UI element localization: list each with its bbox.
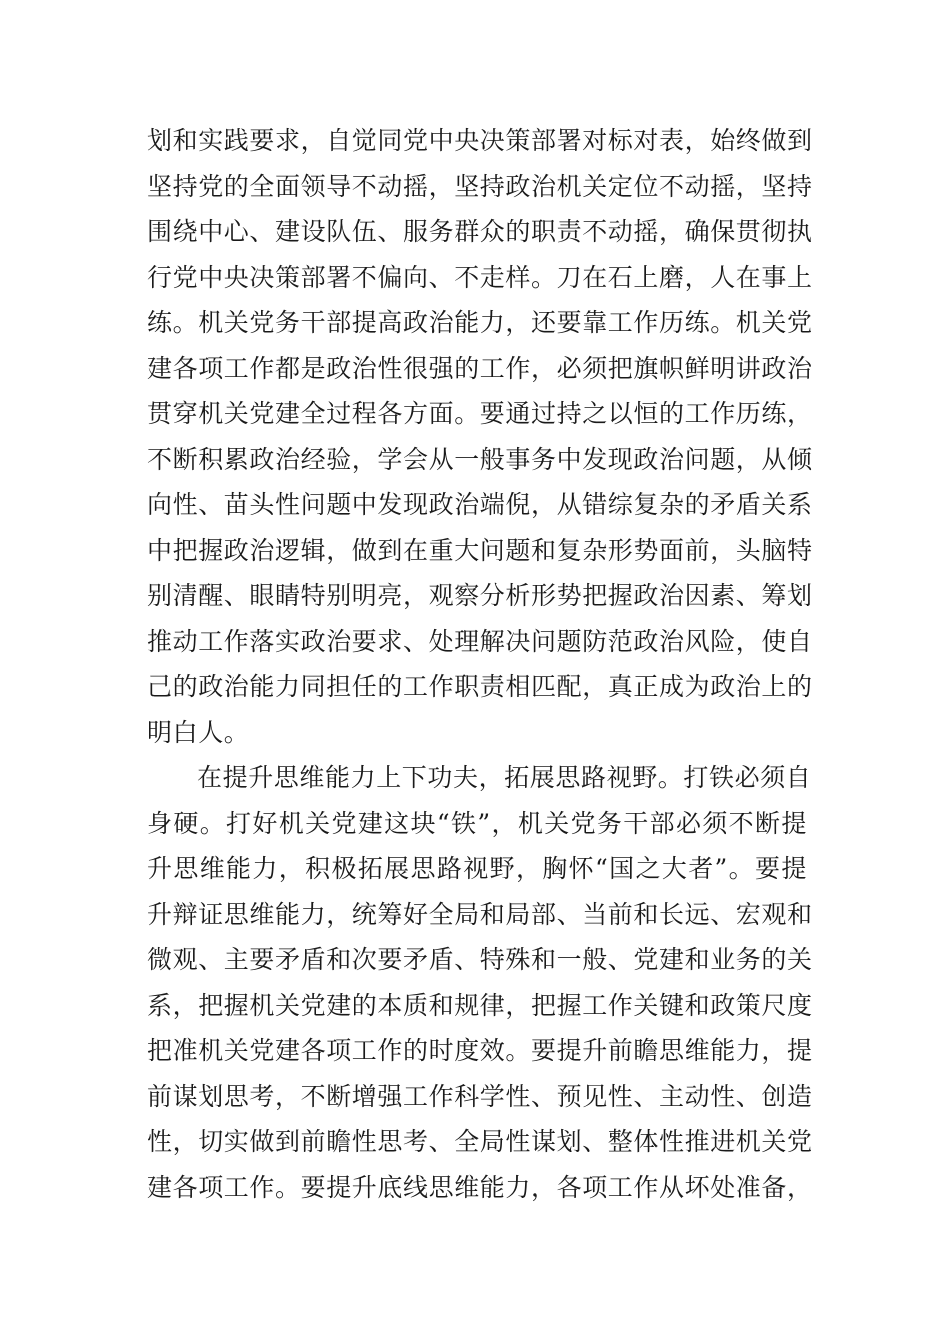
text-line: 行党中央决策部署不偏向、不走样。刀在石上磨，人在事上 [147,262,813,292]
text-line: 练。机关党务干部提高政治能力，还要靠工作历练。机关党 [147,308,813,337]
text-line: 在提升思维能力上下功夫，拓展思路视野。打铁必须自 [197,763,812,792]
text-line: 己的政治能力同担任的工作职责相匹配，真正成为政治上的 [147,672,813,701]
text-line: 划和实践要求，自觉同党中央决策部署对标对表，始终做到 [147,126,813,155]
text-line: 系，把握机关党建的本质和规律，把握工作关键和政策尺度 [147,990,813,1020]
text-line: 升思维能力，积极拓展思路视野，胸怀“国之大者”。要提 [147,854,807,883]
text-line: 贯穿机关党建全过程各方面。要通过持之以恒的工作历练， [147,399,813,428]
text-line: 身硬。打好机关党建这块“铁”，机关党务干部必须不断提 [147,808,807,838]
text-line: 别清醒、眼睛特别明亮，观察分析形势把握政治因素、筹划 [147,581,813,610]
body-text [147,118,813,1210]
text-line: 推动工作落实政治要求、处理解决问题防范政治风险，使自 [147,626,813,656]
text-line: 中把握政治逻辑，做到在重大问题和复杂形势面前，头脑特 [147,535,813,565]
text-line: 性，切实做到前瞻性思考、全局性谋划、整体性推进机关党 [147,1127,813,1156]
text-line: 向性、苗头性问题中发现政治端倪，从错综复杂的矛盾关系 [147,490,813,519]
paragraph-2 [147,755,813,1210]
text-line: 建各项工作都是政治性很强的工作，必须把旗帜鲜明讲政治 [147,353,813,383]
text-line: 把准机关党建各项工作的时度效。要提升前瞻思维能力，提 [147,1036,813,1065]
text-line: 升辩证思维能力，统筹好全局和局部、当前和长远、宏观和 [147,899,813,929]
text-line: 微观、主要矛盾和次要矛盾、特殊和一般、党建和业务的关 [147,945,813,974]
text-line: 明白人。 [147,717,250,747]
text-line: 不断积累政治经验，学会从一般事务中发现政治问题，从倾 [147,444,813,474]
text-line: 坚持党的全面领导不动摇，坚持政治机关定位不动摇，坚持 [147,171,813,201]
text-line: 围绕中心、建设队伍、服务群众的职责不动摇，确保贯彻执 [147,217,813,246]
text-line: 前谋划思考，不断增强工作科学性、预见性、主动性、创造 [147,1081,813,1111]
paragraph-1 [147,118,813,755]
text-line: 建各项工作。要提升底线思维能力，各项工作从坏处准备， [147,1172,813,1202]
